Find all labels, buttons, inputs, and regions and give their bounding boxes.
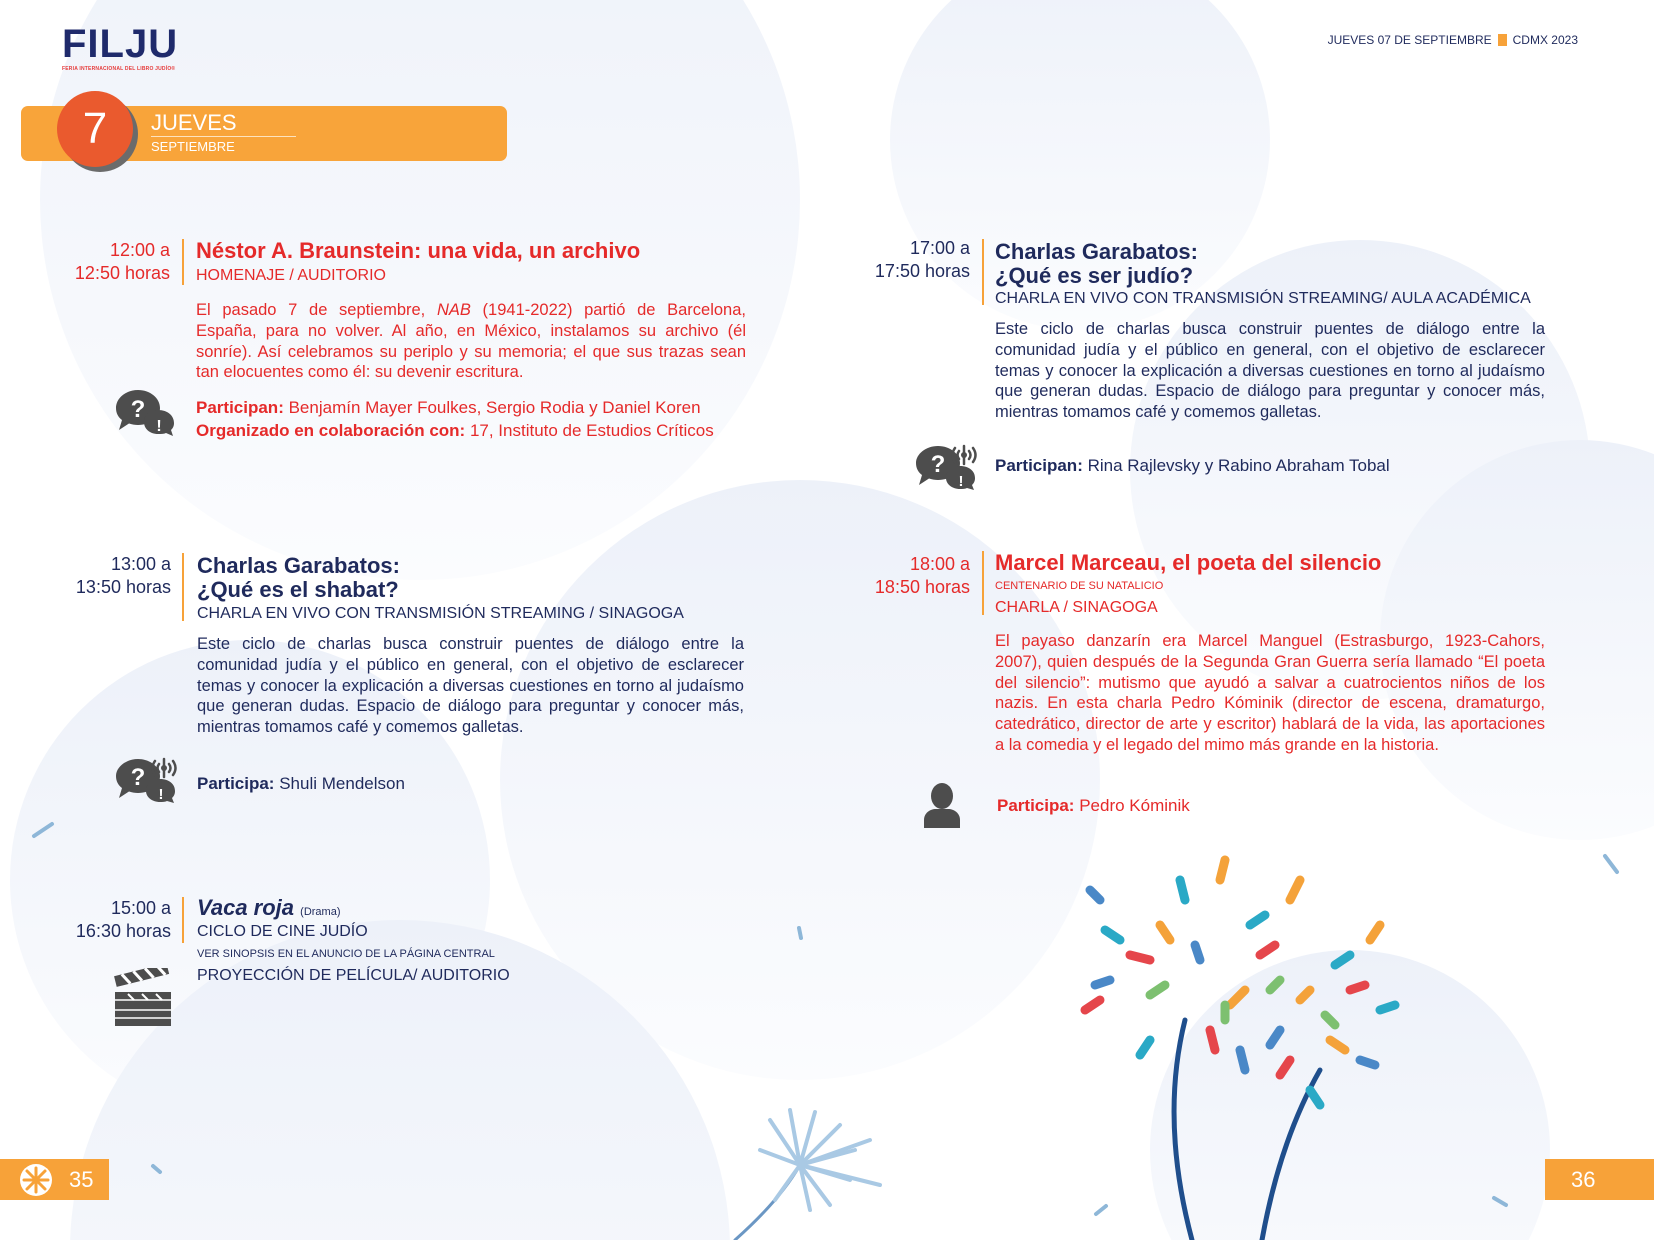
event-2-title-line2: ¿Qué es el shabat? [197, 577, 399, 602]
event-2-title-line1: Charlas Garabatos: [197, 553, 400, 578]
streaming-chat-icon [914, 442, 982, 490]
event-3-time [40, 897, 171, 943]
event-5-category: CHARLA / SINAGOGA [995, 599, 1158, 616]
event-5-divider [982, 551, 984, 615]
event-4-time-end: 17:50 horas [874, 261, 970, 281]
event-2-category: CHARLA EN VIVO CON TRANSMISIÓN STREAMING / SINAGOGA [197, 605, 684, 622]
event-4-title [995, 240, 1198, 288]
event-4-time-start: 17:00 a [909, 238, 970, 258]
filju-logo: FILJU [62, 22, 179, 66]
event-2-time-end: 13:50 horas [75, 577, 171, 597]
event-5-time [840, 553, 970, 599]
svg-text:?: ? [130, 764, 146, 791]
event-4-description: Este ciclo de charlas busca construir puentes de diálogo entre la comunidad judía y el público en general, con el objetivo de esclarecer temas y conocer la explicación a diversas cuestiones en torno al judaísmo que generan dudas. Espacio de diálogo para preguntar y conocer más, mientras tomamos café y comemos galletas. [995, 320, 1545, 422]
event-4-time [840, 237, 970, 283]
event-2-time-start: 13:00 a [110, 554, 171, 574]
event-3-title [197, 896, 341, 924]
event-4-participants-label: Participan: [995, 456, 1083, 475]
event-1-time-start: 12:00 a [109, 240, 170, 260]
month-name: SEPTIEMBRE [151, 139, 235, 154]
event-1-participants-names: Benjamín Mayer Foulkes, Sergio Rodia y Daniel Koren [288, 398, 701, 417]
event-2-participants [197, 772, 405, 795]
event-1-description [196, 300, 746, 383]
svg-text:!: ! [156, 418, 162, 435]
event-2-participants-label: Participa: [197, 774, 275, 793]
event-5-participants [997, 794, 1190, 817]
event-5-title: Marcel Marceau, el poeta del silencio [995, 550, 1382, 575]
header-date-text: JUEVES 07 DE SEPTIEMBRE [1327, 33, 1492, 47]
event-5-participants-names: Pedro Kóminik [1079, 796, 1190, 815]
event-4-category: CHARLA EN VIVO CON TRANSMISIÓN STREAMING/ AULA ACADÉMICA [995, 290, 1531, 307]
event-1-participants [196, 396, 701, 419]
header-city-text: CDMX 2023 [1512, 33, 1578, 47]
event-3-title-text: Vaca roja [197, 895, 295, 920]
event-5-time-start: 18:00 a [909, 554, 970, 574]
event-3-category-2: PROYECCIÓN DE PELÍCULA/ AUDITORIO [197, 967, 510, 984]
streaming-chat-icon [114, 755, 182, 803]
event-1-description-em: NAB [436, 301, 471, 319]
event-5-participants-label: Participa: [997, 796, 1075, 815]
svg-text:!: ! [158, 786, 164, 803]
event-1-organized-label: Organizado en colaboración con: [196, 421, 466, 440]
header-square-icon [1498, 34, 1507, 46]
page-number-right-box [1545, 1159, 1654, 1200]
header-date [1328, 33, 1578, 47]
event-3-time-start: 15:00 a [110, 898, 171, 918]
event-3-time-end: 16:30 horas [75, 921, 171, 941]
event-2-participants-names: Shuli Mendelson [279, 774, 405, 793]
event-2-divider [182, 553, 184, 621]
event-1-title: Néstor A. Braunstein: una vida, un archivo [196, 238, 641, 263]
event-2-title [197, 554, 400, 602]
filju-logo-subtitle: FERIA INTERNACIONAL DEL LIBRO JUDÍO® [62, 66, 176, 72]
question-exclamation-bubbles-icon [114, 388, 176, 436]
svg-text:?: ? [130, 396, 146, 423]
event-3-category: CICLO DE CINE JUDÍO [197, 923, 368, 940]
event-1-description-after: (1941-2022) partió de Barcelona, España, para no volver. Al año, en México, instalamos su archivo (él sonríe). Así celebramos su periplo y su memoria; el que sus trazas sean tan elocuentes como él: su devenir escritura. [196, 301, 746, 382]
day-name: JUEVES [151, 111, 296, 137]
event-3-title-note: (Drama) [300, 906, 341, 918]
event-5-time-end: 18:50 horas [874, 577, 970, 597]
event-5-description: El payaso danzarín era Marcel Manguel (Estrasburgo, 1923-Cahors, 2007), quien después de la Segunda Gran Guerra sería llamado “El poeta del silencio”: mutismo que ayudó a salvar a cuatrocientos niños de los nazis. En esta charla Pedro Kóminik (director de escena, dramaturgo, catedrático, director de arte y escritor) hablará de la vida, las aportaciones a la comedia y el legado del mimo más grande en la historia. [995, 632, 1545, 754]
clapperboard-icon [112, 968, 174, 1028]
event-1-category: HOMENAJE / AUDITORIO [196, 267, 386, 284]
event-4-title-line1: Charlas Garabatos: [995, 239, 1198, 264]
event-1-participants-label: Participan: [196, 398, 284, 417]
event-1-time [40, 239, 170, 285]
event-4-participants [995, 454, 1390, 477]
svg-text:?: ? [930, 451, 946, 478]
event-4-participants-names: Rina Rajlevsky y Rabino Abraham Tobal [1087, 456, 1390, 475]
event-1-organized-names: 17, Instituto de Estudios Críticos [469, 421, 714, 440]
event-5-subtitle: CENTENARIO DE SU NATALICIO [995, 580, 1164, 592]
svg-text:!: ! [958, 473, 964, 490]
event-2-description: Este ciclo de charlas busca construir puentes de diálogo entre la comunidad judía y el público en general, con el objetivo de esclarecer temas y conocer la explicación a diversas cuestiones en torno al judaísmo que generan dudas. Espacio de diálogo para preguntar y conocer más, mientras tomamos café y comemos galletas. [197, 635, 744, 737]
page-number-right: 36 [1571, 1167, 1596, 1192]
event-2-time [40, 553, 171, 599]
event-3-divider [182, 897, 184, 943]
event-4-title-line2: ¿Qué es ser judío? [995, 263, 1194, 288]
event-1-description-before: El pasado 7 de septiembre, [196, 301, 437, 319]
event-1-organized [196, 419, 714, 442]
event-1-divider [182, 239, 184, 285]
day-number-badge: 7 [57, 91, 133, 167]
page-number-left-box [0, 1159, 109, 1200]
event-1-time-end: 12:50 horas [74, 263, 170, 283]
page-number-left: 35 [69, 1167, 94, 1192]
filju-emblem-icon [18, 1162, 54, 1198]
event-4-divider [982, 239, 984, 305]
event-3-note: VER SINOPSIS EN EL ANUNCIO DE LA PÁGINA CENTRAL [197, 948, 495, 960]
person-icon [922, 782, 962, 828]
